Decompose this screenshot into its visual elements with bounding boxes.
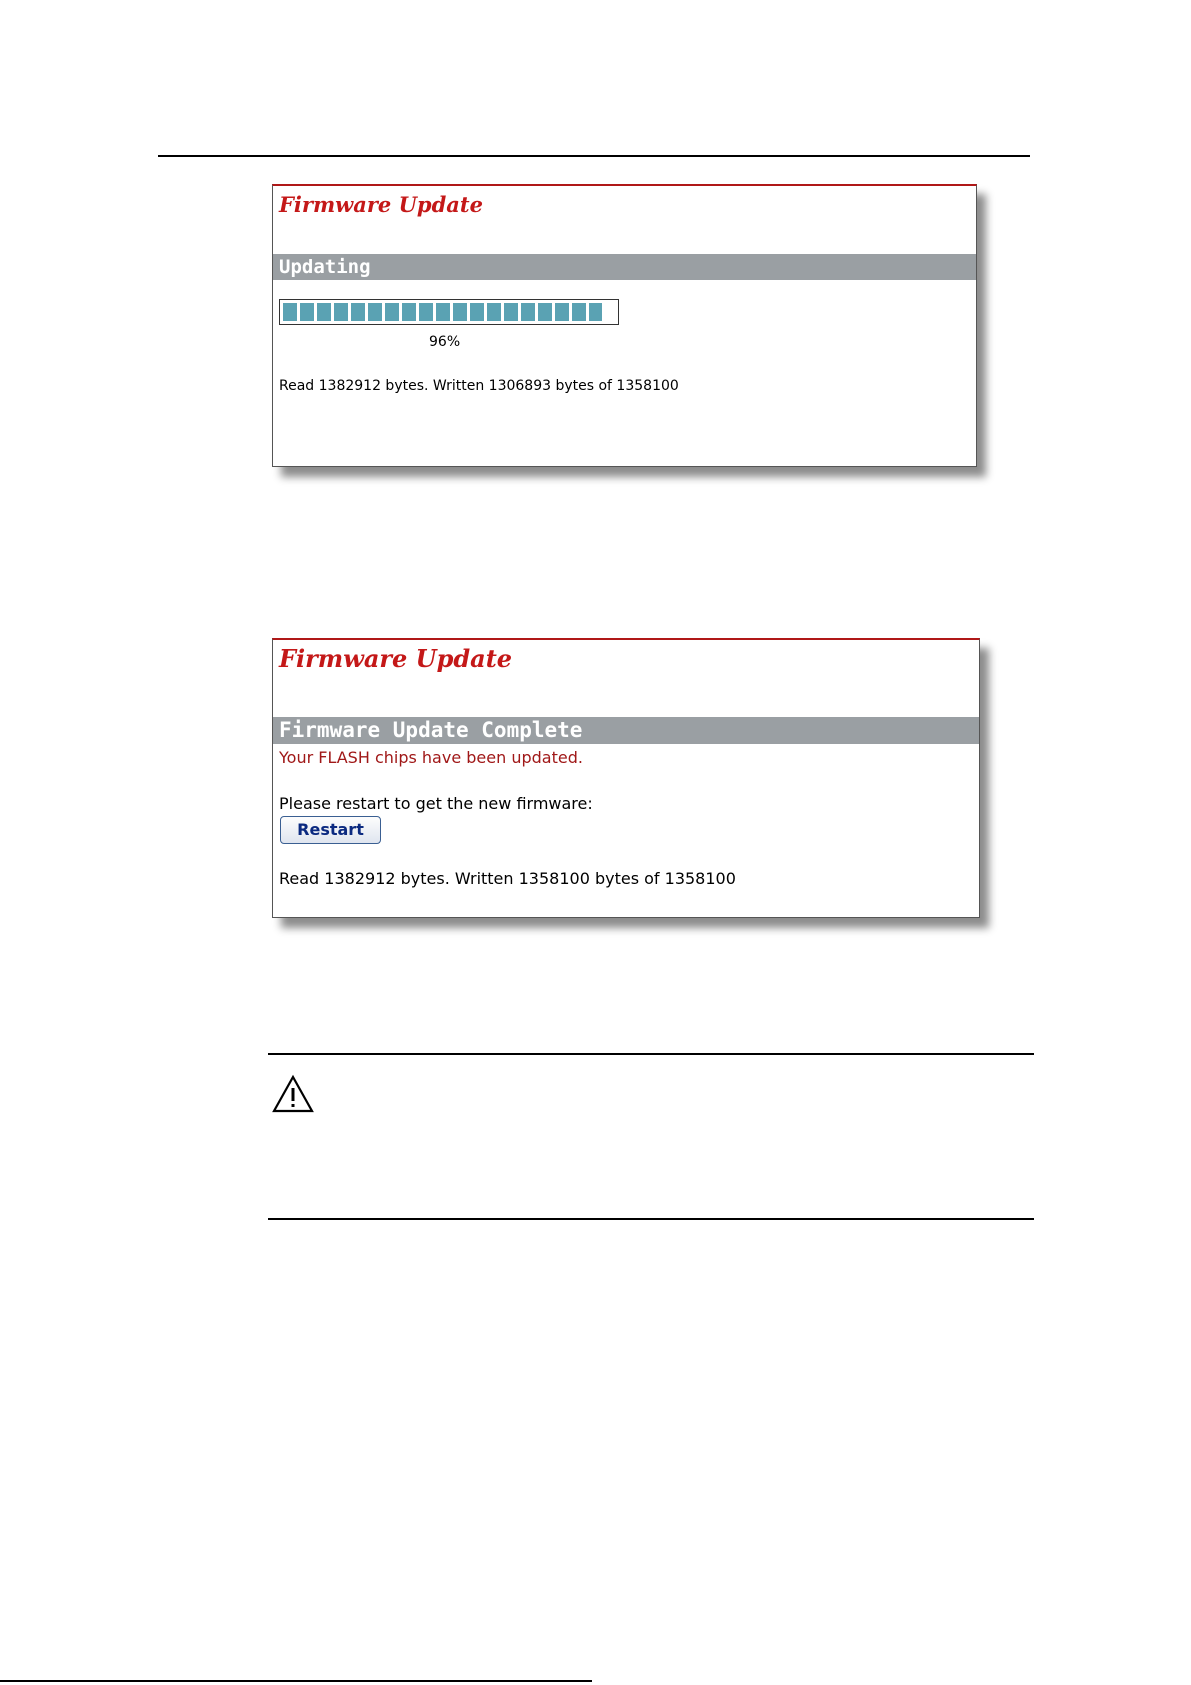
success-message: Your FLASH chips have been updated.: [279, 748, 583, 767]
transfer-status: Read 1382912 bytes. Written 1358100 bytes of 1358100: [279, 869, 736, 888]
progress-percent: 96%: [429, 334, 461, 350]
header-rule: [158, 155, 1030, 157]
restart-prompt: Please restart to get the new firmware:: [279, 794, 593, 813]
firmware-updating-screenshot: [272, 184, 977, 467]
note-bottom-rule: [268, 1218, 1034, 1220]
section-heading: Firmware Update Complete: [273, 717, 979, 744]
progress-fill: [283, 303, 602, 321]
progress-bar: [279, 299, 619, 325]
section-heading: Updating: [273, 254, 976, 280]
transfer-status: Read 1382912 bytes. Written 1306893 bytes of 1358100: [279, 378, 679, 394]
note-top-rule: [268, 1053, 1034, 1055]
page-title: Firmware Update: [279, 644, 513, 673]
warning-icon: [271, 1073, 315, 1115]
firmware-complete-screenshot: [272, 638, 980, 918]
restart-button[interactable]: Restart: [280, 816, 381, 844]
page-title: Firmware Update: [279, 192, 483, 217]
footer-rule: [0, 1680, 592, 1682]
